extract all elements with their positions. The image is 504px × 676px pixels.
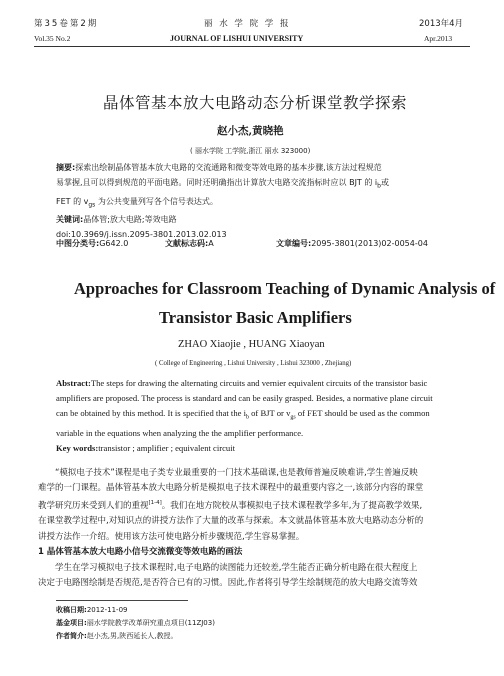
header-rule (34, 46, 470, 47)
keywords-en-text: transistor ; amplifier ; equivalent circuit (98, 442, 235, 453)
abstract-en-line1: The steps for drawing the alternating circuits and vernier equivalent circuits of the transistor basic (90, 378, 428, 388)
abstract-cn-line2: 易掌握,且可以得到规范的平面电路。同时还明确指出计算放大电路交流指标时应以 BJT 的 i (56, 178, 378, 187)
footnote-fund: 基金项目:丽水学院教学改革研究重点项目(11ZJ03) (56, 619, 215, 627)
abstract-cn (56, 160, 466, 242)
affiliation-en: ( College of Engineering , Lishui University , Lishui 323000 , Zhejiang) (155, 360, 352, 367)
abstract-en-line4: variable in the equations when analyzing the the amplifier performance. (56, 427, 304, 438)
header-journal-cn: 丽 水 学 院 学 报 (204, 19, 291, 29)
abstract-en-line3-mid: of BJT or v (248, 408, 291, 418)
authors-cn: 赵小杰,黄晓艳 (217, 125, 284, 137)
keywords-cn-text: 晶体管;放大电路;等效电路 (83, 215, 177, 225)
body-p1-line3-end: 。我们在地方院校从事模拟电子技术课程教学多年,为了提高教学效果, (161, 501, 423, 512)
title-en-line2: Transistor Basic Amplifiers (159, 308, 352, 327)
authors-en: ZHAO Xiaojie , HUANG Xiaoyan (178, 339, 325, 350)
abstract-cn-line3-pre: FET 的 v (56, 196, 89, 206)
abstract-en-line2: amplifiers are proposed. The process is standard and can be easily grasped. Besides, a normative plane circuit (56, 393, 433, 403)
header-volume-cn: 第35卷第2期 (34, 19, 99, 29)
abstract-en-sub-b: b (245, 414, 249, 421)
doi: doi:10.3969/j.issn.2095-3801.2013.02.013 (56, 230, 227, 240)
keywords-cn-label: 关键词: (56, 215, 84, 225)
title-cn: 晶体管基本放大电路动态分析课堂教学探索 (103, 94, 408, 112)
header-date-en: Apr.2013 (424, 34, 453, 43)
abstract-cn-line1: 探索出绘制晶体管基本放大电路的交流通路和微变等效电路的基本步骤,该方法过程规范 (75, 163, 382, 172)
body-p1-line2: 难学的一门课程。晶体管基本放大电路分析是模拟电子技术课程中的最重要内容之一,该部分内容的课堂 (38, 483, 424, 494)
body-paragraph-1 (38, 466, 472, 545)
abstract-cn-line3-post: 为公共变量列写各个信号表达式。 (95, 196, 218, 206)
body-p2-line2: 决定于电路图绘制是否规范,是否符合已有的习惯。因此,作者将引导学生绘制规范的放大电路交流等效 (38, 578, 418, 589)
body-paragraph-2 (38, 561, 472, 591)
body-p2-line1: 学生在学习模拟电子技术课程时,电子电路的读图能力还较差,学生能否正确分析电路在很大程度上 (55, 563, 418, 573)
footnote-received: 收稿日期:2012-11-09 (56, 606, 128, 614)
abstract-cn-line2-end: 或 (380, 178, 389, 187)
body-p1-line4: 在课堂教学过程中,对知识点的讲授方法作了大量的改革与探索。本文就晶体管基本放大电路动态分析的 (38, 516, 424, 527)
footnote (56, 604, 215, 643)
abstract-en-sub-gs: gs (290, 414, 296, 421)
header-date-cn: 2013年4月 (419, 19, 464, 29)
body-p1-line5: 讲授方法作一介绍。使用该方法可使电路分析步骤规范,学生容易掌握。 (38, 531, 305, 542)
affiliation-cn: ( 丽水学院 工学院,浙江 丽水 323000) (190, 147, 311, 155)
body-p1-line1: “模拟电子技术”课程是电子类专业最重要的一门技术基础课,也是教师普遍反映难讲,学生普遍反映 (55, 468, 418, 478)
abstract-en-line3-pre: can be obtained by this method. It is specified that the i (56, 408, 246, 418)
body-p1-line3: 教学研究历来受到人们的重视 (38, 501, 149, 512)
keywords-en-label: Key words: (56, 442, 99, 453)
section-heading-1: 1 晶体管基本放大电路小信号交流微变等效电路的画法 (38, 547, 243, 557)
footnote-author: 作者简介:赵小杰,男,陕西延长人,教授。 (56, 632, 178, 640)
abstract-cn-sub-gs: gs (88, 201, 96, 209)
abstract-cn-sub-b: b (377, 182, 381, 190)
abstract-en-line3-post: of FET should be used as the common (295, 408, 430, 418)
footnote-rule (56, 600, 188, 601)
abstract-en (56, 376, 466, 456)
abstract-en-label: Abstract: (56, 378, 91, 388)
header-volume-en: Vol.35 No.2 (34, 34, 71, 43)
classification-article: 文章编号:2095-3801(2013)02-0054-04 (276, 239, 428, 248)
abstract-cn-label: 摘要: (56, 163, 76, 172)
classification-doc: 文献标志码:A (165, 239, 214, 248)
title-en-line1: Approaches for Classroom Teaching of Dynamic Analysis of (74, 279, 496, 298)
header-journal-en: JOURNAL OF LISHUI UNIVERSITY (170, 34, 304, 43)
citation-ref: [1-4] (148, 500, 162, 507)
classification-clc: 中图分类号:G642.0 (56, 239, 129, 248)
